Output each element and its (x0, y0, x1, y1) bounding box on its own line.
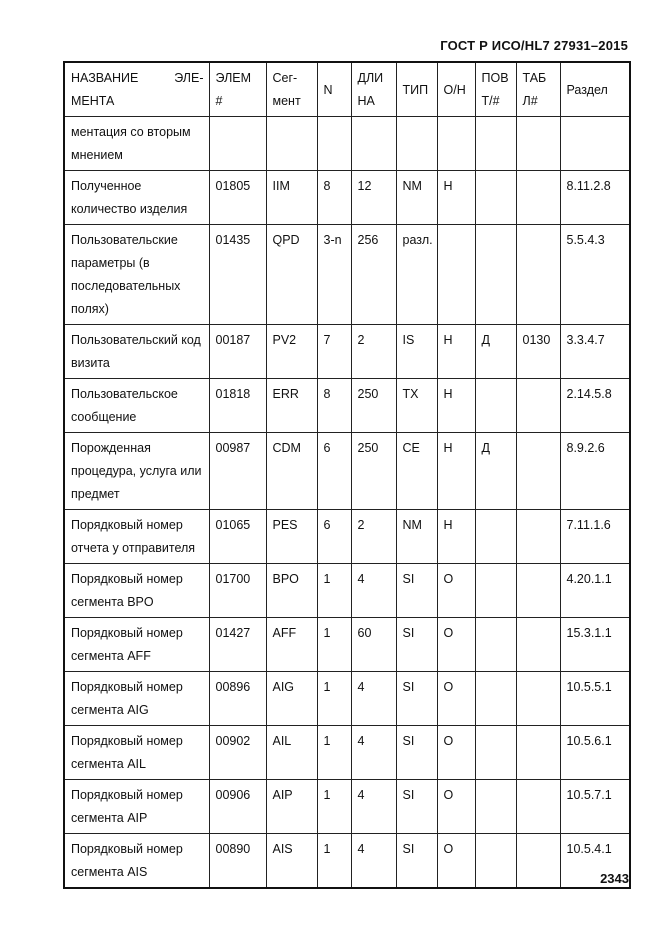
cell-seg: CDM (266, 433, 317, 510)
cell-section: 10.5.4.1 (560, 834, 630, 889)
cell-n: 1 (317, 564, 351, 618)
cell-opt: Н (437, 510, 475, 564)
table-row (64, 780, 630, 834)
cell-n: 3-n (317, 225, 351, 325)
cell-elem: 01435 (209, 225, 266, 325)
header-seg-line1: Сег- (272, 71, 298, 85)
cell-tab (516, 618, 560, 672)
cell-rep: Д (475, 433, 516, 510)
cell-len: 4 (351, 564, 396, 618)
cell-n: 1 (317, 780, 351, 834)
header-elem-line1: ЭЛЕМ (215, 71, 252, 85)
cell-name: ментация со вторым мнением (64, 117, 209, 171)
cell-opt: О (437, 618, 475, 672)
cell-rep (475, 171, 516, 225)
cell-type (396, 117, 437, 171)
cell-opt: Н (437, 433, 475, 510)
cell-section: 10.5.5.1 (560, 672, 630, 726)
table-row (64, 171, 630, 225)
cell-elem: 00902 (209, 726, 266, 780)
header-len-line1: ДЛИ (357, 71, 384, 85)
header-segment (266, 62, 317, 117)
cell-seg: AIP (266, 780, 317, 834)
table-row (64, 510, 630, 564)
cell-tab (516, 834, 560, 889)
cell-opt: Н (437, 379, 475, 433)
cell-len: 4 (351, 726, 396, 780)
table-row (64, 225, 630, 325)
cell-type: SI (396, 780, 437, 834)
cell-type: NM (396, 510, 437, 564)
cell-elem: 01700 (209, 564, 266, 618)
cell-n: 6 (317, 510, 351, 564)
header-section: Раздел (560, 62, 630, 117)
cell-tab (516, 225, 560, 325)
cell-tab (516, 780, 560, 834)
cell-name: Порядковый номер сегмента AFF (64, 618, 209, 672)
cell-type: SI (396, 564, 437, 618)
cell-type: NM (396, 171, 437, 225)
cell-rep (475, 672, 516, 726)
page-number: 2343 (600, 871, 629, 886)
cell-type: разл. (396, 225, 437, 325)
cell-tab: 0130 (516, 325, 560, 379)
cell-seg: PES (266, 510, 317, 564)
header-n: N (317, 62, 351, 117)
cell-rep (475, 117, 516, 171)
cell-name: Порядковый номер сегмента AIS (64, 834, 209, 889)
cell-name: Пользовательский код визита (64, 325, 209, 379)
cell-elem: 01805 (209, 171, 266, 225)
cell-opt: О (437, 726, 475, 780)
cell-type: CE (396, 433, 437, 510)
elements-table (63, 61, 631, 889)
header-rep-line1: ПОВ (481, 71, 509, 85)
header-rep-line2: Т/# (481, 94, 500, 108)
cell-tab (516, 171, 560, 225)
header-seg-line2: мент (272, 94, 301, 108)
cell-elem: 01427 (209, 618, 266, 672)
header-repetition (475, 62, 516, 117)
cell-name: Порожденная процедура, услуга или предмет (64, 433, 209, 510)
cell-tab (516, 433, 560, 510)
table-row (64, 564, 630, 618)
cell-seg: ERR (266, 379, 317, 433)
cell-section: 10.5.6.1 (560, 726, 630, 780)
cell-seg: BPO (266, 564, 317, 618)
cell-type: SI (396, 726, 437, 780)
cell-len (351, 117, 396, 171)
cell-rep (475, 726, 516, 780)
table-row (64, 618, 630, 672)
cell-type: IS (396, 325, 437, 379)
cell-tab (516, 117, 560, 171)
cell-section: 10.5.7.1 (560, 780, 630, 834)
header-name-line1: НАЗВАНИЕ ЭЛЕ- (71, 71, 204, 85)
cell-rep: Д (475, 325, 516, 379)
cell-elem: 00987 (209, 433, 266, 510)
cell-elem: 00896 (209, 672, 266, 726)
cell-seg: AIG (266, 672, 317, 726)
header-tab-line1: ТАБ (522, 71, 547, 85)
cell-tab (516, 726, 560, 780)
cell-opt: О (437, 672, 475, 726)
cell-opt: Н (437, 171, 475, 225)
header-name-line2: МЕНТА (71, 94, 115, 108)
cell-section: 5.5.4.3 (560, 225, 630, 325)
cell-elem: 00906 (209, 780, 266, 834)
cell-seg: AIS (266, 834, 317, 889)
header-tab-line2: Л# (522, 94, 538, 108)
document-standard-header: ГОСТ Р ИСО/HL7 27931–2015 (440, 38, 628, 53)
cell-opt: О (437, 780, 475, 834)
table-row (64, 726, 630, 780)
cell-len: 4 (351, 780, 396, 834)
header-element-number (209, 62, 266, 117)
cell-seg: AIL (266, 726, 317, 780)
cell-opt (437, 225, 475, 325)
cell-section: 7.11.1.6 (560, 510, 630, 564)
cell-name: Пользовательские параметры (в последовательных полях) (64, 225, 209, 325)
cell-n: 8 (317, 171, 351, 225)
cell-name: Пользовательское сообщение (64, 379, 209, 433)
cell-name: Порядковый номер сегмента BPO (64, 564, 209, 618)
cell-len: 4 (351, 672, 396, 726)
cell-elem (209, 117, 266, 171)
cell-type: SI (396, 618, 437, 672)
cell-section: 8.11.2.8 (560, 171, 630, 225)
cell-n: 1 (317, 834, 351, 889)
cell-n (317, 117, 351, 171)
cell-name: Порядковый номер сегмента AIL (64, 726, 209, 780)
cell-rep (475, 379, 516, 433)
table-row (64, 325, 630, 379)
table-row (64, 379, 630, 433)
header-elem-line2: # (215, 94, 223, 108)
cell-opt (437, 117, 475, 171)
cell-len: 250 (351, 379, 396, 433)
cell-name: Порядковый номер сегмента AIP (64, 780, 209, 834)
cell-len: 2 (351, 325, 396, 379)
cell-len: 2 (351, 510, 396, 564)
cell-elem: 01818 (209, 379, 266, 433)
cell-section: 4.20.1.1 (560, 564, 630, 618)
table-header-row (64, 62, 630, 117)
cell-rep (475, 225, 516, 325)
table-body (64, 117, 630, 889)
header-table-number (516, 62, 560, 117)
table-row (64, 433, 630, 510)
header-element-name (64, 62, 209, 117)
cell-section (560, 117, 630, 171)
cell-opt: О (437, 834, 475, 889)
cell-opt: О (437, 564, 475, 618)
header-length (351, 62, 396, 117)
cell-name: Порядковый номер отчета у отправителя (64, 510, 209, 564)
cell-seg: IIM (266, 171, 317, 225)
cell-seg: PV2 (266, 325, 317, 379)
cell-section: 2.14.5.8 (560, 379, 630, 433)
header-type: ТИП (396, 62, 437, 117)
header-len-line2: НА (357, 94, 375, 108)
cell-name: Порядковый номер сегмента AIG (64, 672, 209, 726)
cell-opt: Н (437, 325, 475, 379)
header-optionality: О/Н (437, 62, 475, 117)
cell-rep (475, 564, 516, 618)
cell-len: 250 (351, 433, 396, 510)
cell-section: 3.3.4.7 (560, 325, 630, 379)
cell-tab (516, 672, 560, 726)
cell-seg: AFF (266, 618, 317, 672)
cell-len: 256 (351, 225, 396, 325)
cell-n: 1 (317, 726, 351, 780)
cell-rep (475, 618, 516, 672)
cell-section: 8.9.2.6 (560, 433, 630, 510)
cell-len: 12 (351, 171, 396, 225)
cell-type: SI (396, 834, 437, 889)
table-row (64, 117, 630, 171)
cell-n: 1 (317, 618, 351, 672)
cell-section: 15.3.1.1 (560, 618, 630, 672)
cell-n: 8 (317, 379, 351, 433)
cell-elem: 00187 (209, 325, 266, 379)
cell-len: 4 (351, 834, 396, 889)
cell-rep (475, 834, 516, 889)
cell-name: Полученное количество изделия (64, 171, 209, 225)
cell-tab (516, 510, 560, 564)
cell-seg (266, 117, 317, 171)
cell-tab (516, 379, 560, 433)
cell-seg: QPD (266, 225, 317, 325)
cell-elem: 01065 (209, 510, 266, 564)
cell-len: 60 (351, 618, 396, 672)
cell-elem: 00890 (209, 834, 266, 889)
cell-tab (516, 564, 560, 618)
cell-rep (475, 780, 516, 834)
cell-rep (475, 510, 516, 564)
cell-n: 1 (317, 672, 351, 726)
cell-type: TX (396, 379, 437, 433)
table-row (64, 834, 630, 889)
cell-n: 6 (317, 433, 351, 510)
cell-n: 7 (317, 325, 351, 379)
cell-type: SI (396, 672, 437, 726)
table-row (64, 672, 630, 726)
